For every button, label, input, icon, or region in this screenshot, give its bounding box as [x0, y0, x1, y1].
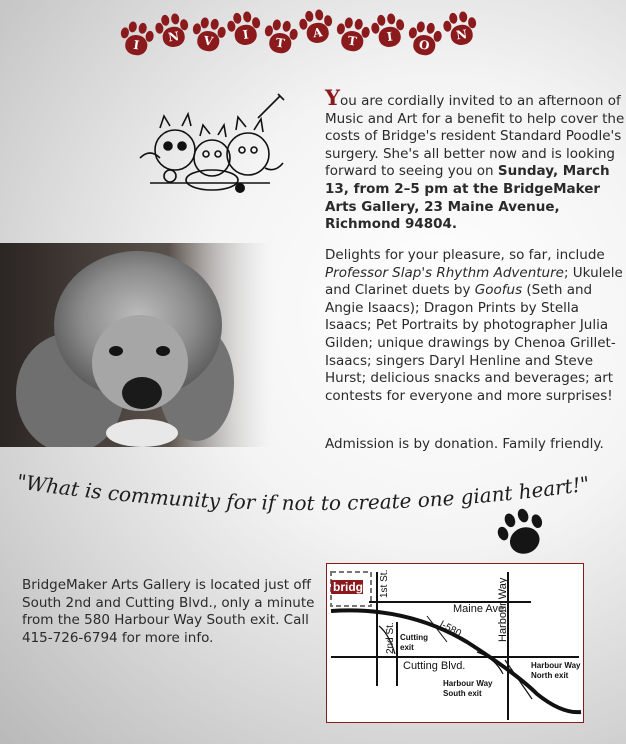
quote-text: "What is community for if not to create one giant heart!"	[15, 470, 592, 516]
cutting-blvd-label: Cutting Blvd.	[403, 660, 466, 672]
paw-letter-icon	[440, 10, 481, 51]
admission-note: Admission is by donation. Family friendly.	[325, 436, 604, 452]
delights-text: ; Ukulele and Clarinet duets by	[325, 264, 623, 299]
banner-letter: A	[312, 25, 324, 41]
event-details: Sunday, March 13, from 2–5 pm at the BridgeMaker Arts Gallery, 23 Maine Avenue, Richmond 94804.	[325, 163, 610, 233]
banner-letter: T	[274, 35, 286, 51]
act-title: Professor Slap's Rhythm Adventure	[325, 264, 564, 281]
harbour-north-label-1: Harbour Way	[531, 661, 581, 670]
cat-band-illustration	[130, 88, 288, 198]
banner-letter: I	[241, 27, 250, 43]
i580-label: I-580	[437, 618, 463, 640]
paw-letter-icon	[368, 12, 409, 53]
drop-cap: Y	[325, 85, 340, 110]
harbour-south-label-1: Harbour Way	[443, 679, 493, 688]
intro-text: ou are cordially invited to an afternoon of Music and Art for a benefit to help cover the costs of Bridge's resident Standard Poodle's surgery. She's all better now and is looking forward to seeing you on	[325, 93, 625, 180]
invitation-intro	[325, 85, 625, 234]
paw-letter-icon	[404, 20, 445, 61]
directions-map	[326, 563, 584, 723]
harbour-north-label-2: North exit	[531, 671, 569, 680]
cutting-exit-label-2: exit	[400, 643, 414, 652]
paw-letter-icon	[224, 10, 265, 51]
harbour-south-label-2: South exit	[443, 689, 482, 698]
poodle-photo	[0, 243, 272, 447]
paw-letter-icon	[332, 16, 373, 57]
delights-text: Delights for your pleasure, so far, include	[325, 247, 605, 263]
second-st-label: 2nd St.	[385, 622, 396, 654]
paw-letter-icon	[152, 12, 193, 53]
invitation-paw-banner	[118, 8, 498, 54]
first-st-label: 1st St.	[379, 569, 390, 598]
banner-letter: T	[346, 33, 358, 49]
banner-letter: I	[385, 29, 394, 45]
paw-print-icon	[494, 505, 550, 561]
bridge-logo-text: bridge	[333, 580, 370, 594]
banner-letter: N	[167, 29, 181, 45]
band-name: Goofus	[474, 282, 523, 299]
banner-letter: N	[455, 27, 469, 43]
paw-letter-icon	[260, 18, 301, 59]
cutting-exit-label-1: Cutting	[400, 633, 428, 642]
location-directions: BridgeMaker Arts Gallery is located just off South 2nd and Cutting Blvd., only a minute from the 580 Harbour Way South exit. Call 415-726-6794 for more info.	[22, 577, 315, 646]
banner-letter: O	[418, 37, 431, 53]
paw-letter-icon	[296, 8, 337, 49]
harbour-way-label: Harbour Way	[497, 577, 509, 642]
paw-letter-icon	[116, 20, 157, 61]
banner-letter: I	[132, 37, 141, 53]
delights-text: (Seth and Angie Isaacs); Dragon Prints by Stella Isaacs; Pet Portraits by photographer Julia Gilden; unique drawings by Chenoa Grillet-Isaacs; singers Daryl Henline and Steve Hurst; delicious snacks and beverages; art contests for everyone and more surprises!	[325, 282, 616, 404]
banner-letter: V	[202, 33, 214, 49]
delights-paragraph	[325, 247, 625, 405]
paw-letter-icon	[188, 16, 229, 57]
maine-ave-label: Maine Ave.	[453, 603, 508, 615]
